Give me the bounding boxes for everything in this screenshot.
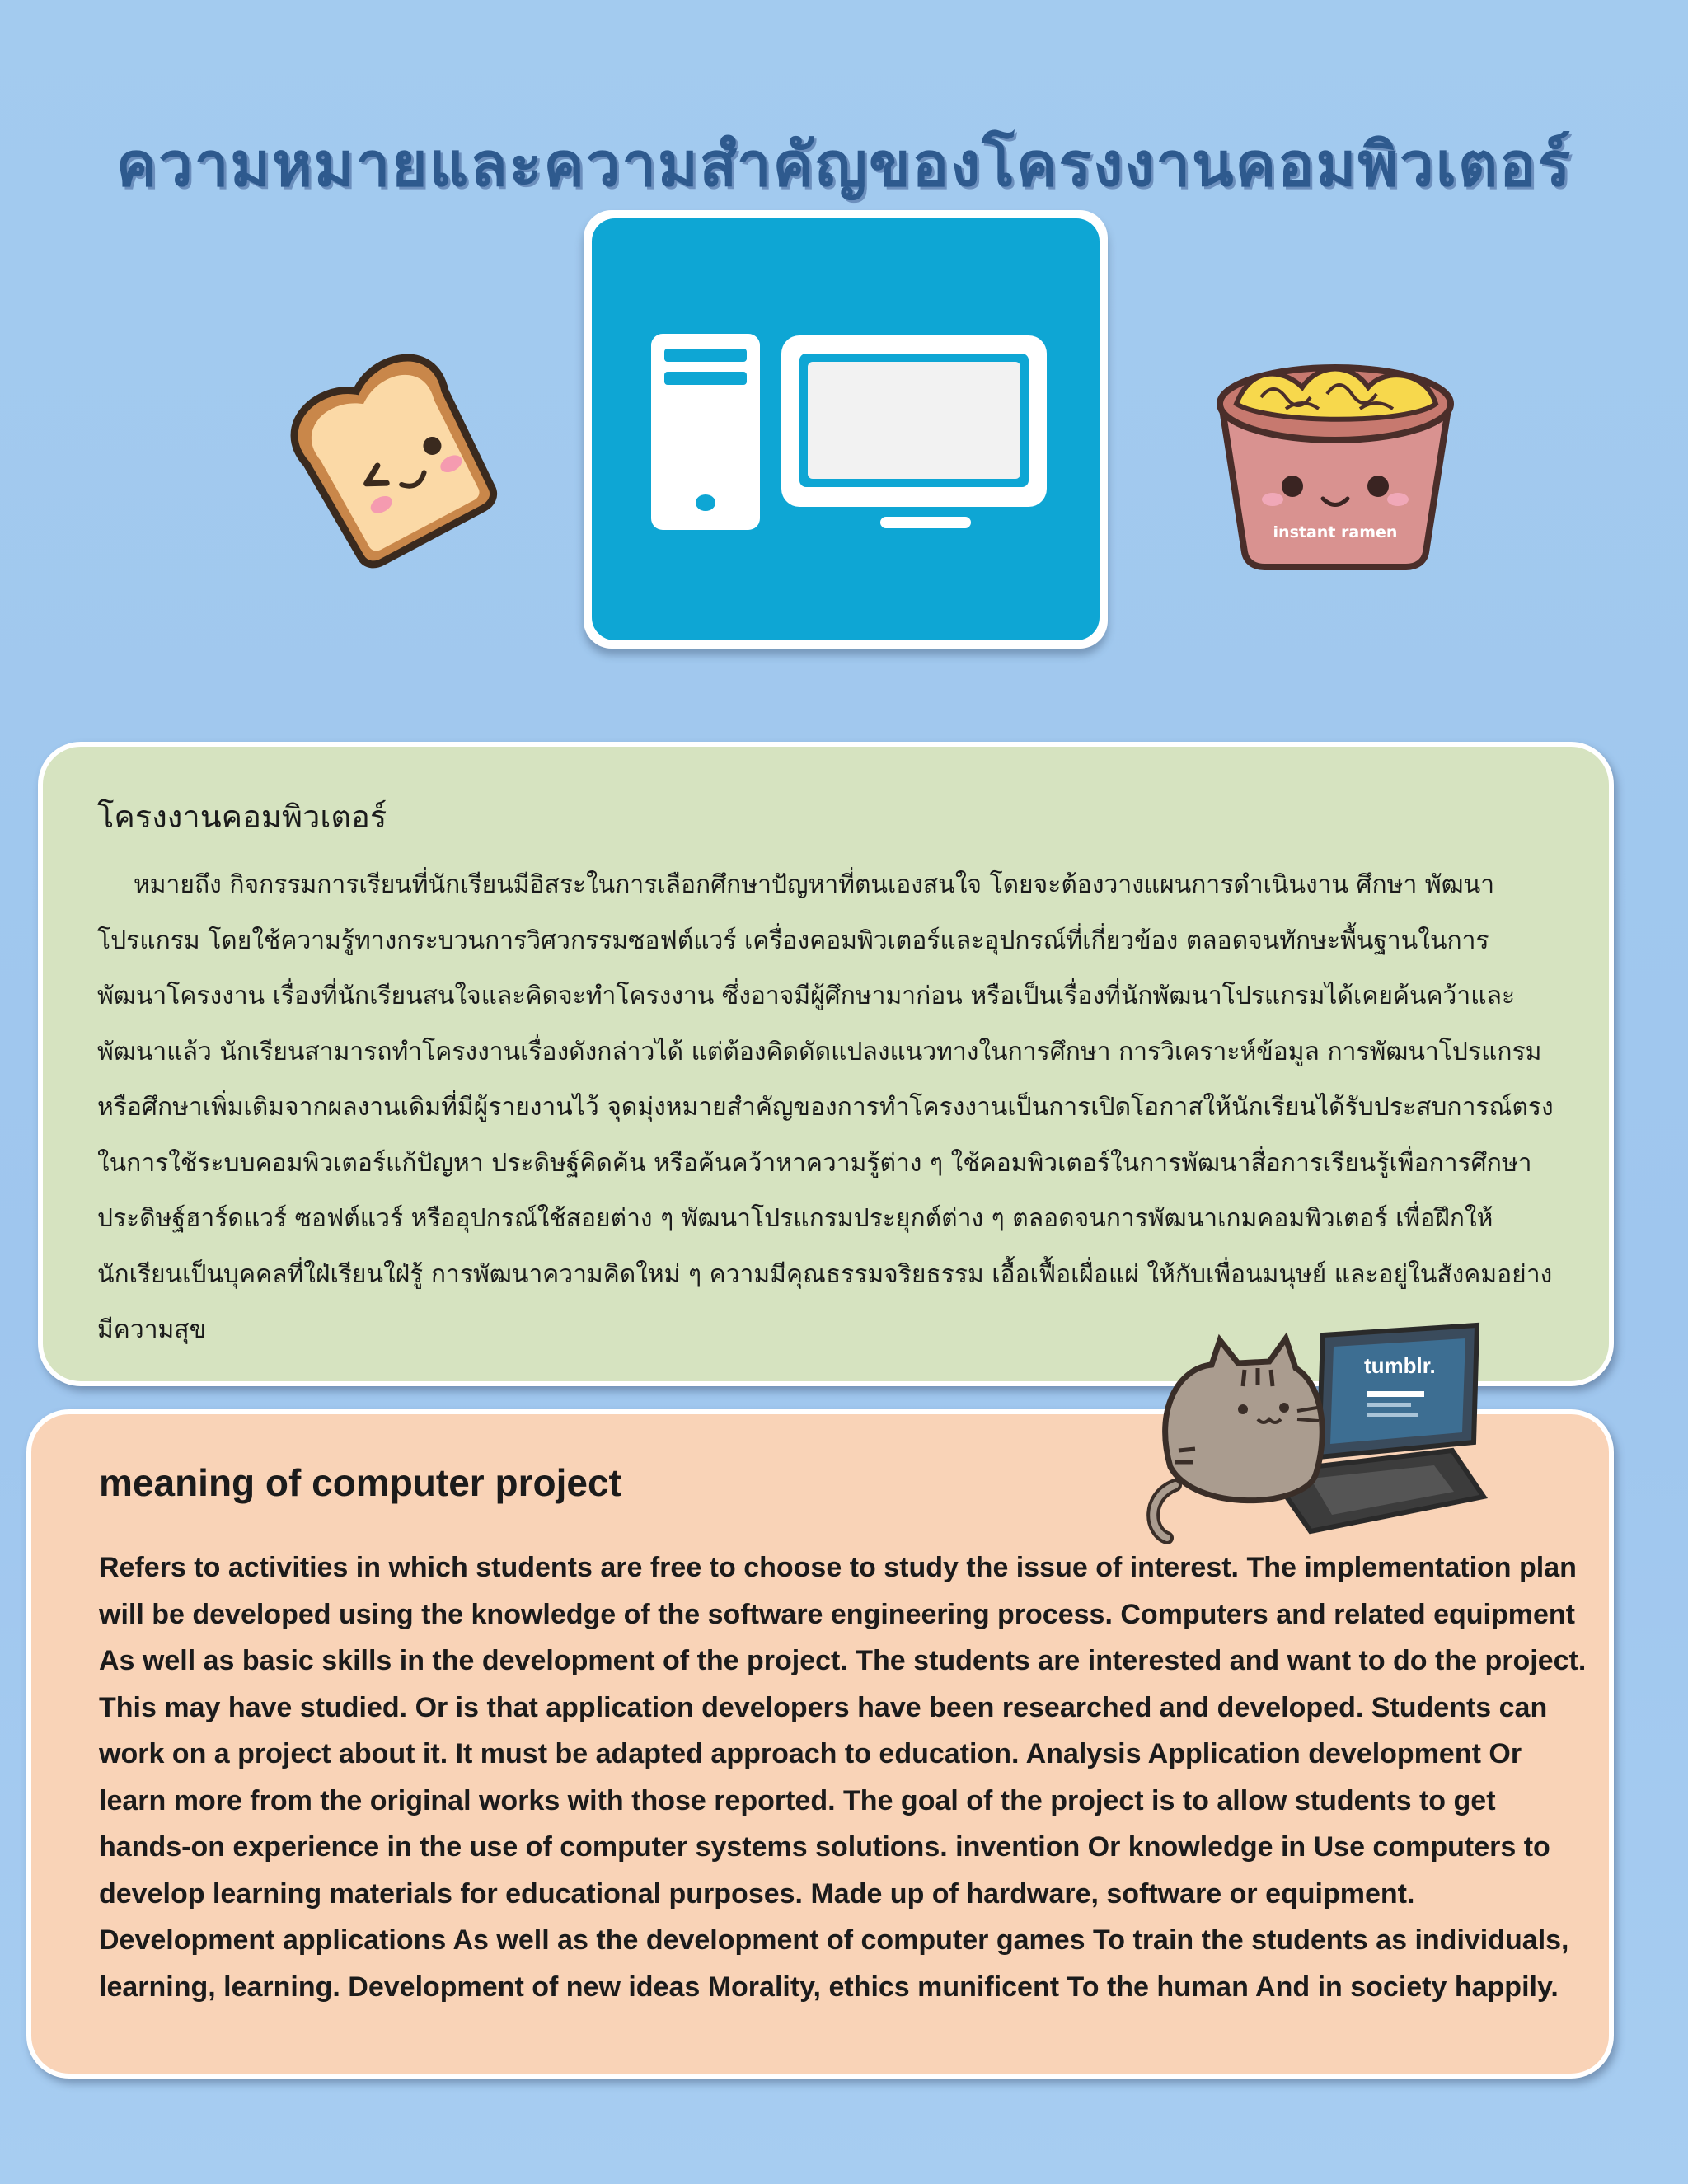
- laptop-label: tumblr.: [1364, 1353, 1436, 1378]
- ramen-label: instant ramen: [1273, 523, 1398, 541]
- instant-ramen-sticker-icon: [1203, 346, 1467, 577]
- pusheen-laptop-sticker-icon: [1146, 1310, 1492, 1549]
- computer-desktop-icon: [584, 210, 1108, 649]
- english-section-heading: meaning of computer project: [99, 1461, 621, 1504]
- toast-sticker-icon: [264, 326, 511, 573]
- computer-glyph-icon: [592, 218, 1100, 640]
- thai-section-body: หมายถึง กิจกรรมการเรียนที่นักเรียนมีอิสระในการเลือกศึกษาปัญหาที่ตนเองสนใจ โดยจะต้องวางแผนการดำเนินงาน ศึกษา พัฒนาโปรแกรม โดยใช้ความรู้ทางกระบวนการวิศวกรรมซอฟต์แวร์ เครื่องคอมพิวเตอร์และอุปกรณ์ที่เกี่ยวข้อง ตลอดจนทักษะพื้นฐานในการพัฒนาโครงงาน เรื่องที่นักเรียนสนใจและคิดจะทำโครงงาน ซึ่งอาจมีผู้ศึกษามาก่อน หรือเป็นเรื่องที่นักพัฒนาโปรแกรมได้เคยค้นคว้าและพัฒนาแล้ว นักเรียนสามารถทำโครงงานเรื่องดังกล่าวได้ แต่ต้องคิดดัดแปลงแนวทางในการศึกษา การวิเคราะห์ข้อมูล การพัฒนาโปรแกรม หรือศึกษาเพิ่มเติมจากผลงานเดิมที่มีผู้รายงานไว้ จุดมุ่งหมายสำคัญของการทำโครงงานเป็นการเปิดโอกาสให้นักเรียนได้รับประสบการณ์ตรงในการใช้ระบบคอมพิวเตอร์แก้ปัญหา ประดิษฐ์คิดค้น หรือค้นคว้าหาความรู้ต่าง ๆ ใช้คอมพิวเตอร์ในการพัฒนาสื่อการเรียนรู้เพื่อการศึกษา ประดิษฐ์ฮาร์ดแวร์ ซอฟต์แวร์ หรืออุปกรณ์ใช้สอยต่าง ๆ พัฒนาโปรแกรมประยุกต์ต่าง ๆ ตลอดจนการพัฒนาเกมคอมพิวเตอร์ เพื่อฝึกให้นักเรียนเป็นบุคคลที่ใฝ่เรียนใฝ่รู้ การพัฒนาความคิดใหม่ ๆ ความมีคุณธรรมจริยธรรม เอื้อเฟื้อเผื่อแผ่ ให้กับเพื่อนมนุษย์ และอยู่ในสังคมอย่างมีความสุข: [97, 870, 1554, 1344]
- page-title: ความหมายและความสำคัญของโครงงานคอมพิวเตอร์: [115, 129, 1573, 200]
- thai-section-heading: โครงงานคอมพิวเตอร์: [97, 799, 387, 835]
- english-section-body: Refers to activities in which students are free to choose to study the issue of interest. The implementation plan will be developed using the knowledge of the software engineering process. Computers and related equipment As well as basic skills in the development of the project. The students are interested and want to do the project. This may have studied. Or is that application developers have been researched and developed. Students can work on a project about it. It must be adapted approach to education. Analysis Application development Or learn more from the original works with those reported. The goal of the project is to allow students to get hands-on experience in the use of computer systems solutions. invention Or knowledge in Use computers to develop learning materials for educational purposes. Made up of hardware, software or equipment. Development applications As well as the development of computer games To train the students as individuals, learning, learning. Development of new ideas Morality, ethics munificent To the human And in society happily.: [99, 1552, 1587, 2003]
